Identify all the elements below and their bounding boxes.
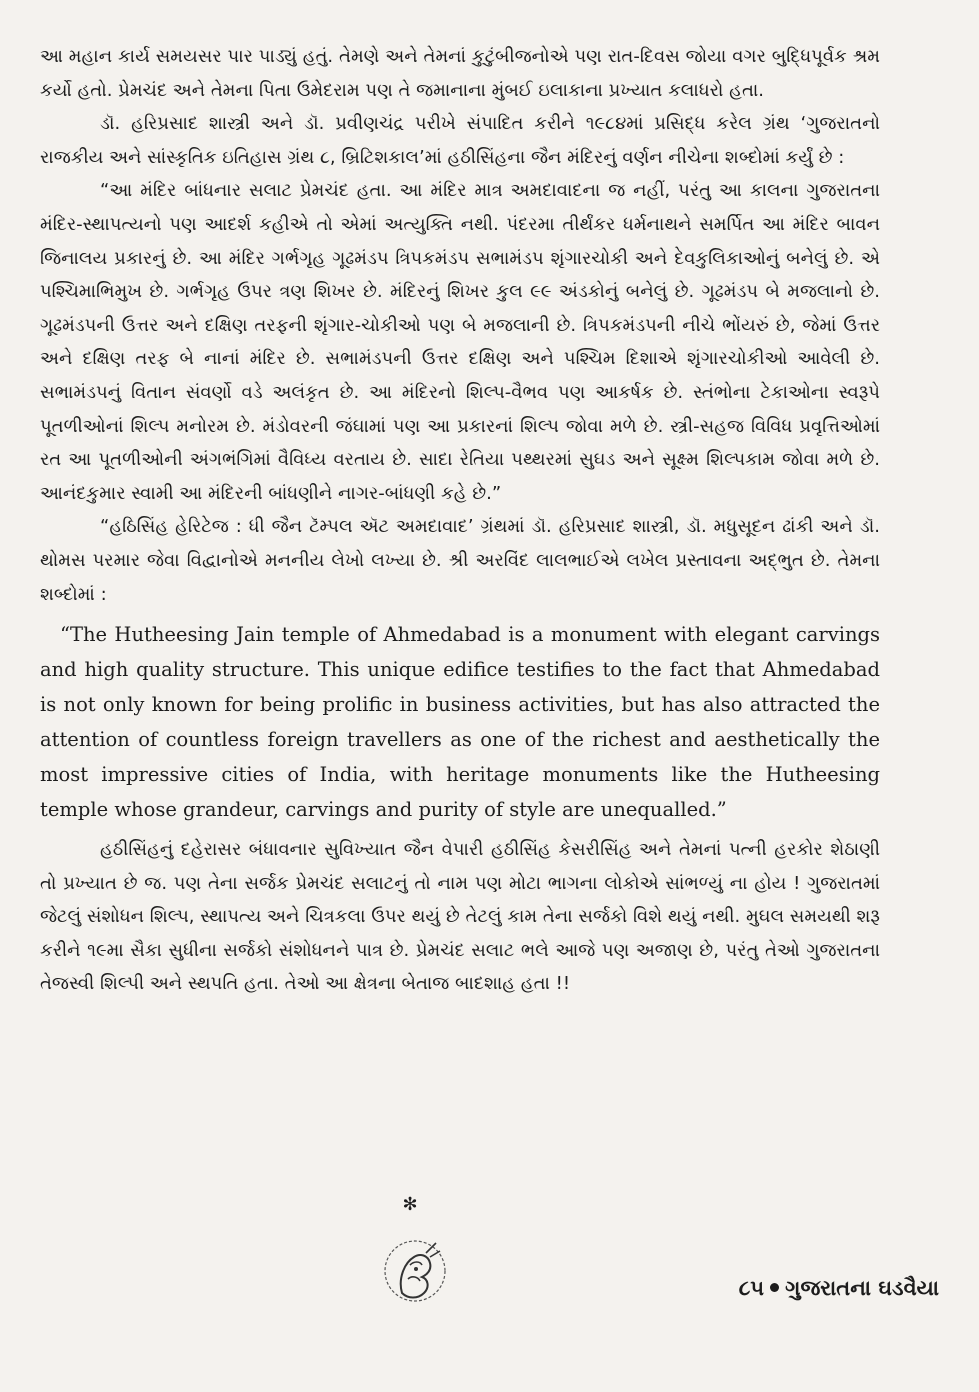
bullet-icon <box>770 1283 779 1292</box>
document-page <box>40 40 880 1340</box>
paragraph-closing: હઠીસિંહનું દહેરાસર બંધાવનાર સુવિખ્યાત જૈન વેપારી હઠીસિંહ કેસરીસિંહ અને તેમનાં પત્ની હરકોર શેઠાણી તો પ્રખ્યાત છે જ. પણ તેના સર્જક પ્રેમચંદ સલાટનું તો નામ પણ મોટા ભાગના લોકોએ સાંભળ્યું ના હોય ! ગુજરાતમાં જેટલું સંશોધન શિલ્પ, સ્થાપત્ય અને ચિત્રકલા ઉપર થયું છે તેટલું કામ તેના સર્જકો વિશે થયું નથી. મુઘલ સમયથી શરૂ કરીને ૧૯મા સૈકા સુધીના સર્જકો સંશોધનને પાત્ર છે. પ્રેમચંદ સલાટ ભલે આજે પણ અજાણ છે, પરંતુ તેઓ ગુજરાતના તેજસ્વી શિલ્પી અને સ્થપતિ હતા. તેઓ આ ક્ષેત્રના બેતાજ બાદશાહ હતા !! <box>40 839 880 995</box>
english-quote: “The Hutheesing Jain temple of Ahmedabad is a monument with elegant carvings and high quality structure. This unique edifice testifies to the fact that Ahmedabad is not only known for being prolific in business activities, but has also attracted the attention of countless foreign travellers as one of the richest and aesthetically the most impressive cities of India, with heritage monuments like the Hutheesing temple whose grandeur, carvings and purity of style are unequalled.” <box>40 623 880 822</box>
book-title: ગુજરાતના ઘડવૈયા <box>785 1276 939 1300</box>
page-footer <box>739 1276 939 1301</box>
paragraph-intro: આ મહાન કાર્ય સમયસર પાર પાડ્યું હતું. તેમણે અને તેમનાં કુટુંબીજનોએ પણ રાત-દિવસ જોયા વગર બુદ્ધિપૂર્વક શ્રમ કર્યો હતો. પ્રેમચંદ અને તેમના પિતા ઉમેદરામ પણ તે જમાનાના મુંબઈ ઇલાકાના પ્રખ્યાત કલાધરો હતા. <box>40 46 880 101</box>
paragraph-heritage-book: “હઠિસિંહ હેરિટેજ : ધી જૈન ટૅમ્પલ ઍટ અમદાવાદ’ ગ્રંથમાં ડૉ. હરિપ્રસાદ શાસ્ત્રી, ડૉ. મધુસૂદન ઢાંકી અને ડૉ. થોમસ પરમાર જેવા વિદ્વાનોએ મનનીય લેખો લખ્યા છે. શ્રી અરવિંદ લાલભાઈએ લખેલ પ્રસ્તાવના અદ્ભુત છે. તેમના શબ્દોમાં : <box>40 516 880 605</box>
page-number: ૮૫ <box>738 1276 765 1300</box>
separator-star-icon: ✻ <box>402 1194 418 1215</box>
publisher-logo-icon <box>380 1235 450 1310</box>
paragraph-gujarati-quote: “આ મંદિર બાંધનાર સલાટ પ્રેમચંદ હતા. આ મંદિર માત્ર અમદાવાદના જ નહીં, પરંતુ આ કાલના ગુજરાતના મંદિર-સ્થાપત્યનો પણ આદર્શ કહીએ તો એમાં અત્યુક્તિ નથી. પંદરમા તીર્થંકર ધર્મનાથને સમર્પિત આ મંદિર બાવન જિનાલય પ્રકારનું છે. આ મંદિર ગર્ભગૃહ ગૂઢમંડપ ત્રિપકમંડપ સભામંડપ શૃંગારચોકી અને દેવકુલિકાઓનું બનેલું છે. એ પશ્ચિમાભિમુખ છે. ગર્ભગૃહ ઉપર ત્રણ શિખર છે. મંદિરનું શિખર કુલ ૯૯ અંડકોનું બનેલું છે. ગૂઢમંડપ બે મજલાનો છે. ગૂઢમંડપની ઉત્તર અને દક્ષિણ તરફની શૃંગાર-ચોકીઓ પણ બે મજલાની છે. ત્રિપકમંડપની નીચે ભોંયરું છે, જેમાં ઉત્તર અને દક્ષિણ તરફ બે નાનાં મંદિર છે. સભામંડપની ઉત્તર દક્ષિણ અને પશ્ચિમ દિશાએ શૃંગારચોકીઓ આવેલી છે. સભામંડપનું વિતાન સંવર્ણો વડે અલંકૃત છે. આ મંદિરનો શિલ્પ-વૈભવ પણ આકર્ષક છે. સ્તંભોના ટેકાઓના સ્વરૂપે પૂતળીઓનાં શિલ્પ મનોરમ છે. મંડોવરની જંઘામાં પણ આ પ્રકારનાં શિલ્પ જોવા મળે છે. સ્ત્રી-સહજ વિવિધ પ્રવૃત્તિઓમાં રત આ પૂતળીઓની અંગભંગિમાં વૈવિધ્ય વરતાય છે. સાદા રેતિયા પથ્થરમાં સુઘડ અને સૂક્ષ્મ શિલ્પકામ જોવા મળે છે. આનંદકુમાર સ્વામી આ મંદિરની બાંધણીને નાગર-બાંધણી કહે છે.” <box>40 180 880 504</box>
paragraph-citation: ડૉ. હરિપ્રસાદ શાસ્ત્રી અને ડૉ. પ્રવીણચંદ્ર પરીખે સંપાદિત કરીને ૧૯૮૪માં પ્રસિદ્ધ કરેલ ગ્રંથ ‘ગુજરાતનો રાજકીય અને સાંસ્કૃતિક ઇતિહાસ ગ્રંથ ૮, બ્રિટિશકાલ’માં હઠીસિંહના જૈન મંદિરનું વર્ણન નીચેના શબ્દોમાં કર્યું છે : <box>40 113 880 168</box>
